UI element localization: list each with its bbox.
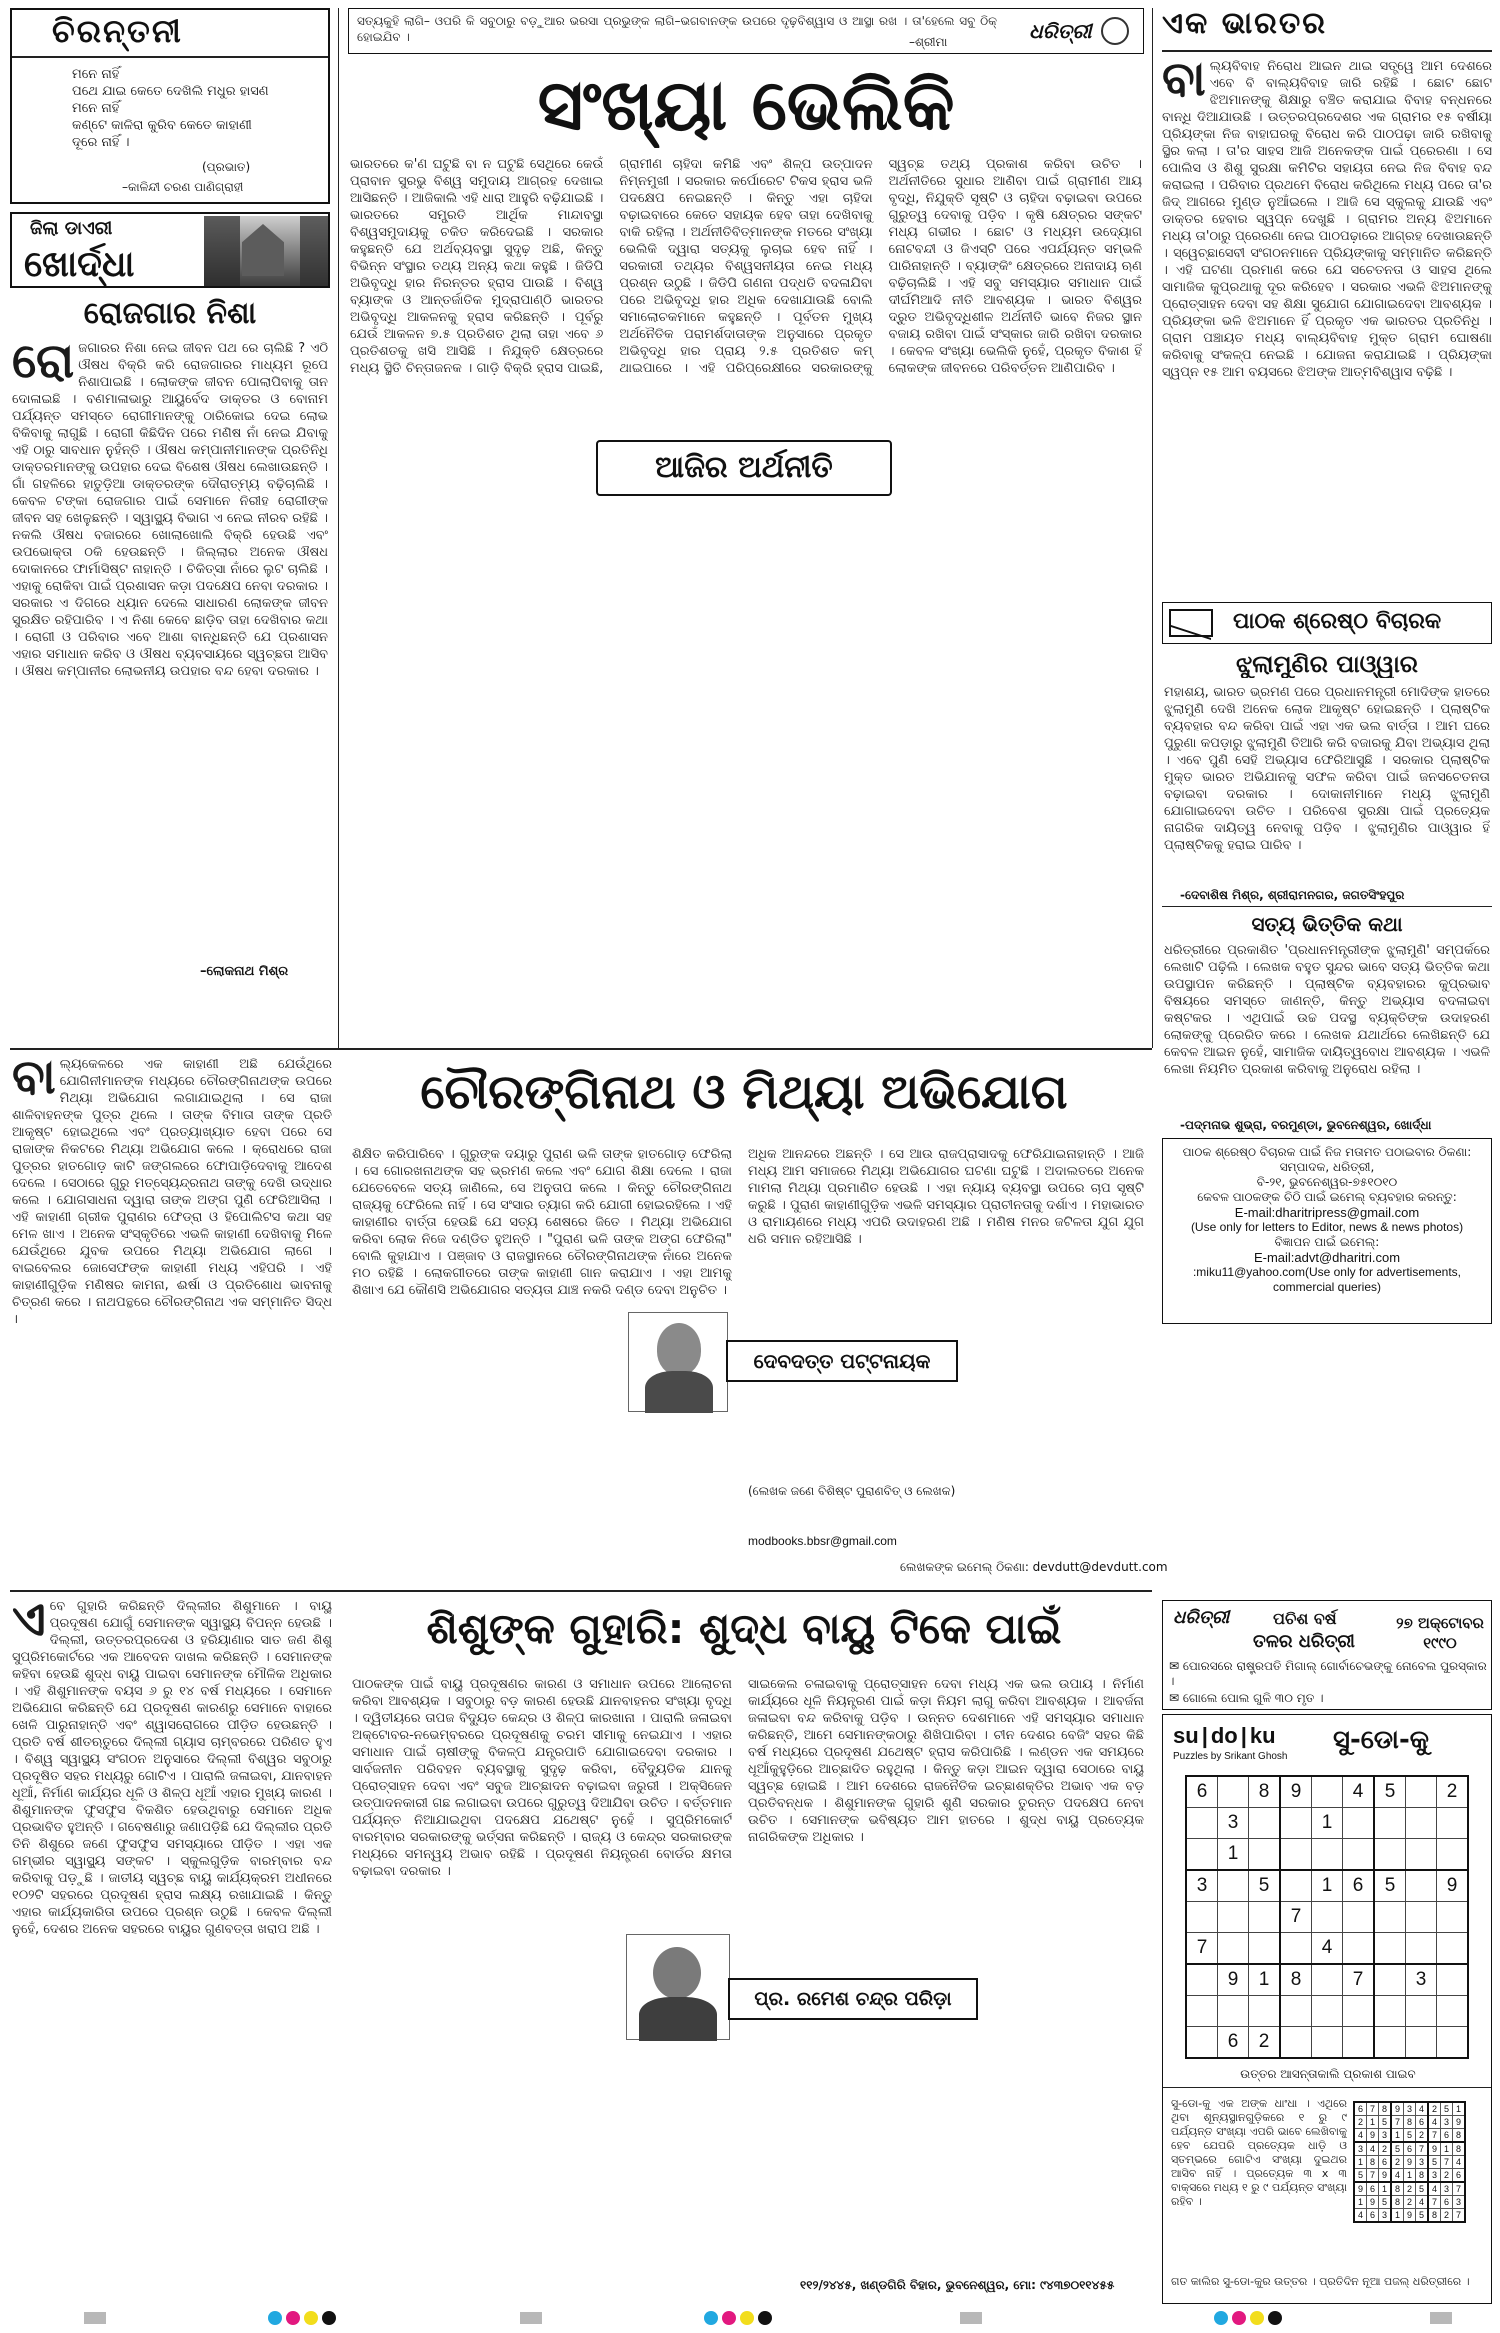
sudoku-cell[interactable] [1186,1964,1218,1996]
sudoku-cell[interactable]: 6 [1218,2027,1249,2059]
solution-cell: 9 [1404,2209,1416,2223]
district-author: –ଲୋକନାଥ ମିଶ୍ର [200,964,289,979]
solution-cell: 1 [1354,2156,1367,2169]
sudoku-cell[interactable] [1437,1839,1469,1871]
contact-box [1162,1138,1492,1324]
sudoku-footer: ଗତ କାଲିର ସୁ-ଡୋ-କୁର ଉତ୍ତର । ପ୍ରତିଦିନ ନୂଆ ପଜଲ୍ ଧରିତ୍ରୀରେ । [1171,2275,1470,2288]
solution-cell: 1 [1367,2116,1379,2129]
letter2-author: -ପଦ୍ମନାଭ ଶୁଭ୍ରା, ବରମୁଣ୍ଡା, ଭୁବନେଶ୍ୱର, ଖୋର୍ଦ୍ଧା [1180,1118,1432,1132]
sudoku-cell[interactable] [1186,2027,1218,2059]
solution-cell: 7 [1453,2182,1466,2196]
sudoku-cell[interactable] [1406,1996,1437,2027]
solution-cell: 2 [1379,2142,1392,2156]
poem-line: ମନେ ନାହିଁ [72,101,120,116]
solution-cell: 5 [1354,2169,1367,2183]
solution-cell: 8 [1404,2116,1416,2129]
solution-cell: 1 [1453,2102,1466,2116]
sudoku-cell[interactable] [1249,1839,1281,1871]
sudoku-cell[interactable]: 6 [1343,1870,1375,1902]
cyan-register-mark [704,2311,718,2325]
sudoku-logo: su | do | ku [1173,1723,1276,1748]
twentyfive-box [1162,1600,1492,1710]
sudoku-cell[interactable] [1374,1839,1406,1871]
solution-cell: 7 [1367,2102,1379,2116]
cyan-register-mark [1214,2311,1228,2325]
solution-cell: 8 [1416,2169,1429,2183]
poem-source: (ପ୍ରଭାତ) [202,160,251,174]
solution-cell: 1 [1391,2209,1404,2223]
sudoku-cell[interactable]: 3 [1406,1964,1437,1996]
solution-cell: 3 [1379,2209,1392,2223]
contact-adv-email2[interactable]: :miku11@yahoo.com(Use only for advertisements, commercial queries) [1192,1265,1462,1294]
sudoku-cell[interactable] [1218,1902,1249,1933]
sun-emblem-icon [1101,17,1129,45]
twentyfive-label1: ପଚିଶ ବର୍ଷ [1273,1609,1337,1628]
solution-cell: 5 [1416,2182,1429,2196]
print-bar [84,2312,106,2324]
yellow-register-mark [1250,2311,1264,2325]
gorakhnath-author-tag [726,1340,958,1382]
sudoku-cell[interactable] [1280,1933,1312,1965]
gorakhnath-author-photo [628,1312,728,1412]
sudoku-cell[interactable] [1437,1996,1469,2027]
solution-cell: 4 [1354,2209,1367,2223]
sudoku-cell[interactable] [1280,1839,1312,1871]
solution-cell: 8 [1379,2102,1392,2116]
solution-cell: 1 [1404,2169,1416,2183]
sudoku-cell[interactable] [1218,1996,1249,2027]
solution-cell: 6 [1367,2182,1379,2196]
clean-air-author-photo [626,1934,730,2040]
sudoku-cell[interactable] [1343,1996,1375,2027]
sudoku-cell[interactable] [1437,1902,1469,1933]
contact-email[interactable]: E-mail:dharitripress@gmail.com [1234,1205,1420,1220]
solution-cell: 4 [1416,2196,1429,2209]
sudoku-cell[interactable]: 1 [1249,1964,1281,1996]
contact-adv-label: ବିଜ୍ଞାପନ ପାଇଁ ଇମେଲ୍: [1274,1235,1380,1249]
sudoku-cell[interactable]: 7 [1186,1933,1218,1965]
solution-cell: 5 [1379,2116,1392,2129]
sudoku-cell[interactable] [1437,1808,1469,1839]
sudoku-cell[interactable] [1312,1996,1343,2027]
sudoku-cell[interactable]: 4 [1343,1776,1375,1808]
clean-air-mid: ପାଠକଙ୍କ ପାଇଁ ବାୟୁ ପ୍ରଦୂଷଣର କାରଣ ଓ ସମାଧାନ ଉପରେ ଆଲୋଚନା କରିବା ଆବଶ୍ୟକ । ସବୁଠାରୁ ବଡ଼ କାରଣ ହେଉଛି ଯାନବାହନର ସଂଖ୍ୟା ବୃଦ୍ଧି । ଦ୍ୱିତୀୟରେ ତାପଜ ବିଦ୍ୟୁତ କେନ୍ଦ୍ର ଓ ଶିଳ୍ପ କାରଖାନା । ପାରାଲି ଜଳାଇବା ଅକ୍ଟୋବର-ନଭେମ୍ବରରେ ପ୍ରଦୂଷଣକୁ ଚରମ ସୀମାକୁ ନେଇଯାଏ । ଏହାର ସମାଧାନ ପାଇଁ ଚାଷୀଙ୍କୁ ବିକଳ୍ପ ଯନ୍ତ୍ରପାତି ଯୋଗାଇଦେବା ଦରକାର । ସାର୍ବଜନୀନ ପରିବହନ ବ୍ୟବସ୍ଥାକୁ ସୁଦୃଢ଼ କରିବା, ବୈଦ୍ୟୁତିକ ଯାନକୁ ପ୍ରୋତ୍ସାହନ ଦେବା ଏବଂ ସବୁଜ ଆଚ୍ଛାଦନ ବଢ଼ାଇବା ଜରୁରୀ । ଅକ୍ସିଜେନ ଉତ୍ପାଦନକାରୀ ଗଛ ଲଗାଇବା ଉପରେ ଗୁରୁତ୍ୱ ଦିଆଯିବା ଉଚିତ । ବର୍ତ୍ତମାନ ପର୍ଯ୍ୟନ୍ତ ନିଆଯାଇଥିବା ପଦକ୍ଷେପ ଯଥେଷ୍ଟ ନୁହେଁ । ସୁପ୍ରିମକୋର୍ଟ ବାରମ୍ବାର ସରକାରଙ୍କୁ ଭର୍ତ୍ସନା କରିଛନ୍ତି । ରାଜ୍ୟ ଓ କେନ୍ଦ୍ର ସରକାରଙ୍କ ମଧ୍ୟରେ ସମନ୍ୱୟ ଅଭାବ ରହିଛି । ପ୍ରଦୂଷଣ ନିୟନ୍ତ୍ରଣ ବୋର୍ଡର କ୍ଷମତା ବଢ଼ାଇବା ଦରକାର । [352,1677,732,1879]
sudoku-cell[interactable] [1437,1933,1469,1965]
solution-cell: 5 [1391,2142,1404,2156]
column-tag [596,440,892,496]
banner-attribution: –ଶ୍ରୀମା [909,35,948,49]
sudoku-cell[interactable]: 9 [1280,1776,1312,1808]
envelope-icon [1169,609,1213,637]
sudoku-cell[interactable] [1343,1933,1375,1965]
solution-cell: 2 [1416,2129,1429,2143]
ekalavya-dropcap: ବା [1162,58,1206,107]
solution-cell: 9 [1453,2116,1466,2129]
solution-cell: 7 [1453,2209,1466,2223]
solution-cell: 4 [1367,2142,1379,2156]
solution-cell: 6 [1441,2196,1453,2209]
sudoku-cell[interactable]: 5 [1374,1870,1406,1902]
solution-cell: 3 [1453,2196,1466,2209]
sudoku-cell[interactable]: 1 [1312,1870,1343,1902]
gorakhnath-mid: ଶିକ୍ଷିତ କରିପାରିବେ । ଗୁରୁଙ୍କ ଦୟାରୁ ପୁରାଣ ଭଳି ତାଙ୍କ ହାତଗୋଡ଼ ଫେରିଲା । ସେ ଗୋରଖନାଥଙ୍କ ସହ ଭ୍ରମଣ କଲେ ଏବଂ ଯୋଗ ଶିକ୍ଷା ଦେଲେ । ରାଜା ଯେତେବେଳେ ସତ୍ୟ ଜାଣିଲେ, ସେ ଅନୁତାପ କଲେ । କିନ୍ତୁ ଚୌରଙ୍ଗିନାଥ ରାଜ୍ୟକୁ ଫେରିଲେ ନାହିଁ । ସେ ସଂସାର ତ୍ୟାଗ କରି ଯୋଗୀ ହୋଇରହିଲେ । ଏହି କାହାଣୀର ବାର୍ତ୍ତା ହେଉଛି ଯେ ସତ୍ୟ ଶେଷରେ ଜିତେ । ମିଥ୍ୟା ଅଭିଯୋଗ କରିବା ଲୋକ ନିଜେ ଦଣ୍ଡିତ ହୁଅନ୍ତି । "ପୁରାଣ ଭଳି ତାଙ୍କ ଅଙ୍ଗ ଫେରିଲା" ବୋଲି କୁହାଯାଏ । ପଞ୍ଜାବ ଓ ରାଜସ୍ଥାନରେ ଚୌରଙ୍ଗିନାଥଙ୍କ ନାଁରେ ଅନେକ ମଠ ରହିଛି । ଲୋକଗୀତରେ ତାଙ୍କ କାହାଣୀ ଗାନ କରାଯାଏ । ଏହା ଆମକୁ ଶିଖାଏ ଯେ କୌଣସି ଅଭିଯୋଗର ସତ୍ୟତା ଯାଞ୍ଚ ନକରି ଦଣ୍ଡ ଦେବା ଅନୁଚିତ । [352,1147,732,1298]
letter2-title: ସତ୍ୟ ଭିତ୍ତିକ କଥା [1251,912,1403,936]
solution-cell: 8 [1391,2182,1404,2196]
solution-cell: 6 [1416,2116,1429,2129]
solution-cell: 1 [1391,2129,1404,2143]
letter2-body: ଧରିତ୍ରୀରେ ପ୍ରକାଶିତ 'ପ୍ରଧାନମନ୍ତ୍ରୀଙ୍କ ଝୁଲାମୁଣି' ସମ୍ପର୍କରେ ଲେଖାଟି ପଢ଼ିଲି । ଲେଖକ ବହୁତ ସୁନ୍ଦର ଭାବେ ସତ୍ୟ ଭିତ୍ତିକ କଥା ଉପସ୍ଥାପନ କରିଛନ୍ତି । ପ୍ଲାଷ୍ଟିକ ବ୍ୟବହାରର କୁପ୍ରଭାବ ବିଷୟରେ ସମସ୍ତେ ଜାଣନ୍ତି, କିନ୍ତୁ ଅଭ୍ୟାସ ବଦଳାଇବା କଷ୍ଟକର । ଏଥିପାଇଁ ଉଚ୍ଚ ପଦସ୍ଥ ବ୍ୟକ୍ତିଙ୍କ ଉଦାହରଣ ଲୋକଙ୍କୁ ପ୍ରେରିତ କରେ । ଲେଖକ ଯଥାର୍ଥରେ ଲେଖିଛନ୍ତି ଯେ କେବଳ ଆଇନ ନୁହେଁ, ସାମାଜିକ ଦାୟିତ୍ୱବୋଧ ଆବଶ୍ୟକ । ଏଭଳି ଲେଖା ନିୟମିତ ପ୍ରକାଶ କରିବାକୁ ଅନୁରୋଧ ରହିଲା । [1164,943,1490,1077]
sudoku-cell[interactable] [1186,1808,1218,1839]
bullet-icon: ✉ [1169,1659,1180,1673]
district-body: ରୋଜଗାରର ନିଶା ନେଇ ଜୀବନ ପଥ ରେ ଚାଲିଛି ? ଏଠି ଔଷଧ ବିକ୍ରି କରି ରୋଜଗାରର ମାଧ୍ୟମ ରୂପେ ନିଶାପାଇଛି । ଲୋକଙ୍କ ଜୀବନ ପୋଲାପିବାକୁ ତାନ ଦୋଳାଇଛି । ବଣମାଳାଭାରୁ ଆୟୁର୍ବେଦ ଡାକ୍ତର ଓ ବୋନାମ ପର୍ଯ୍ୟନ୍ତ ସମସ୍ତେ ରୋଗୀମାନଙ୍କୁ ଠାରିକୋଇ ଦେଇ ଲୋଭ ବିକିବାକୁ ଲାଗୁଛି । ରୋଗୀ କିଛିଦିନ ପରେ ମଣିଷ ନାଁ ନେଇ ଯିବାକୁ ଏହି ଠାରୁ ସାବଧାନ ନୁହଁନ୍ତି । ଔଷଧ କମ୍ପାନୀମାନଙ୍କ ପ୍ରତିନିଧି ଡାକ୍ତରମାନଙ୍କୁ ଉପହାର ଦେଇ ବିଶେଷ ଔଷଧ ଲେଖାଉଛନ୍ତି । ଗାଁ ଗହଳିରେ ହାତୁଡ଼ିଆ ଡାକ୍ତରଙ୍କ ଦୌରାତ୍ମ୍ୟ ବଢ଼ିଚାଲିଛି । କେବଳ ଟଙ୍କା ରୋଜଗାର ପାଇଁ ସେମାନେ ନିରୀହ ରୋଗୀଙ୍କ ଜୀବନ ସହ ଖେଳୁଛନ୍ତି । ସ୍ୱାସ୍ଥ୍ୟ ବିଭାଗ ଏ ନେଇ ନୀରବ ରହିଛି । ନକଲି ଔଷଧ ବଜାରରେ ଖୋଲାଖୋଲି ବିକ୍ରି ହେଉଛି ଏବଂ ଉପଭୋକ୍ତା ଠକି ହେଉଛନ୍ତି । ଜିଲ୍ଲାର ଅନେକ ଔଷଧ ଦୋକାନରେ ଫାର୍ମାସିଷ୍ଟ ନାହାନ୍ତି । ଚିକିତ୍ସା ନାଁରେ ଲୁଟ ଚାଲିଛି । ଏହାକୁ ରୋକିବା ପାଇଁ ପ୍ରଶାସନ କଡ଼ା ପଦକ୍ଷେପ ନେବା ଦରକାର । ସରକାର ଏ ଦିଗରେ ଧ୍ୟାନ ଦେଲେ ସାଧାରଣ ଲୋକଙ୍କ ଜୀବନ ସୁରକ୍ଷିତ ରହିପାରିବ । ଏ ନିଶା କେବେ ଛାଡ଼ିବ ତାହା ଦେଖିବାର କଥା । ରୋଗୀ ଓ ପରିବାର ଏବେ ଆଶା ବାନ୍ଧିଛନ୍ତି ଯେ ପ୍ରଶାସନ ଏହାର ସମାଧାନ କରିବ ଓ ଔଷଧ ବ୍ୟବସାୟରେ ସ୍ୱଚ୍ଛତା ଆସିବ । ଔଷଧ କମ୍ପାନୀର ଲୋଭନୀୟ ଉପହାର ବନ୍ଦ ହେବା ଦରକାର । [12,340,328,679]
banner-brand: ଧରିତ୍ରୀ [1029,19,1092,43]
solution-cell: 7 [1441,2156,1453,2169]
sudoku-cell[interactable] [1406,1902,1437,1933]
sudoku-cell[interactable]: 8 [1280,1964,1312,1996]
sudoku-cell[interactable] [1343,1808,1375,1839]
readers-header [1162,602,1492,644]
clean-air-author: ପ୍ର. ରମେଶ ଚନ୍ଦ୍ର ପରିଡ଼ା [754,1988,952,2010]
solution-cell: 3 [1441,2182,1453,2196]
sudoku-cell[interactable] [1249,1902,1281,1933]
cyan-register-mark [268,2311,282,2325]
sudoku-cell[interactable]: 3 [1218,1808,1249,1839]
solution-cell: 2 [1441,2209,1453,2223]
solution-cell: 8 [1453,2142,1466,2156]
solution-cell: 5 [1416,2209,1429,2223]
solution-cell: 1 [1354,2196,1367,2209]
solution-cell: 7 [1416,2142,1429,2156]
solution-cell: 4 [1391,2169,1404,2183]
print-bar [1430,2312,1452,2324]
solution-cell: 5 [1428,2156,1441,2169]
contact-address: ବି-୨୧, ଭୁବନେଶ୍ୱର-୭୫୧୦୧୦ [1256,1175,1398,1189]
chirantani-title: ଚିରନ୍ତନୀ [52,12,183,50]
clean-air-dropcap: ଏ [12,1598,46,1647]
sudoku-cell[interactable] [1374,1996,1406,2027]
twentyfive-item2: ✉ ଗୋଲେ ପୋଲ ଗୁଳି ୩୦ ମୃତ । [1169,1691,1324,1705]
sudoku-cell[interactable] [1437,1964,1469,1996]
sudoku-cell[interactable] [1374,1808,1406,1839]
black-register-mark [1268,2311,1282,2325]
sudoku-rules: ସୁ-ଡୋ-କୁ ଏକ ଅଙ୍କ ଧାଂଧା । ଏଥିରେ ଥିବା ଶୂନ୍ୟସ୍ଥାନଗୁଡ଼ିକରେ ୧ ରୁ ୯ ପର୍ଯ୍ୟନ୍ତ ସଂଖ୍ୟା ଏପରି ଭାବେ ଲେଖିବାକୁ ହେବ ଯେପରି ପ୍ରତ୍ୟେକ ଧାଡ଼ି ଓ ସ୍ତମ୍ଭରେ ଗୋଟିଏ ସଂଖ୍ୟା ଦୁଇଥର ଆସିବ ନାହିଁ । ପ୍ରତ୍ୟେକ ୩ x ୩ ବାକ୍ସରେ ମଧ୍ୟ ୧ ରୁ ୯ ପର୍ଯ୍ୟନ୍ତ ସଂଖ୍ୟା ରହିବ । [1171,2097,1347,2208]
column-tag-text: ଆଜିର ଅର୍ଥନୀତି [655,450,833,485]
solution-cell: 9 [1354,2182,1367,2196]
magenta-register-mark [286,2311,300,2325]
solution-cell: 6 [1379,2156,1392,2169]
sudoku-cell[interactable] [1186,1902,1218,1933]
ekalavya-body: ବାଲ୍ୟବିବାହ ନିରୋଧ ଆଇନ ଥାଇ ସତ୍ତ୍ୱେ ଆମ ଦେଶରେ ଏବେ ବି ବାଲ୍ୟବିବାହ ଜାରି ରହିଛି । ଛୋଟ ଛୋଟ ଝିଅମାନଙ୍କୁ ଶିକ୍ଷାରୁ ବଞ୍ଚିତ କରାଯାଇ ବିବାହ ବନ୍ଧନରେ ବାନ୍ଧି ଦିଆଯାଉଛି । ଉତ୍ତରପ୍ରଦେଶର ଏକ ଗ୍ରାମର ୧୫ ବର୍ଷୀୟା ପ୍ରିୟଙ୍କା ନିଜ ବାହାଘରକୁ ବିରୋଧ କରି ପାଠପଢ଼ା ଜାରି ରଖିବାକୁ ସ୍ଥିର କଲା । ତା'ର ସାହସ ଆଜି ଅନେକଙ୍କ ପାଇଁ ପ୍ରେରଣା । ସେ ପୋଲିସ ଓ ଶିଶୁ ସୁରକ୍ଷା କମିଟିର ସହାୟତା ନେଇ ନିଜ ବିବାହ ବନ୍ଦ କରାଇଲା । ପରିବାର ପ୍ରଥମେ ବିରୋଧ କରିଥିଲେ ମଧ୍ୟ ପରେ ତା'ର ଜିଦ୍ ଆଗରେ ମୁଣ୍ଡ ନୁଆଁଇଲେ । ଆଜି ସେ ସ୍କୁଲକୁ ଯାଉଛି ଏବଂ ଡାକ୍ତର ହେବାର ସ୍ୱପ୍ନ ଦେଖୁଛି । ଗ୍ରାମର ଅନ୍ୟ ଝିଅମାନେ ମଧ୍ୟ ତା'ଠାରୁ ପ୍ରେରଣା ନେଇ ପାଠପଢ଼ାରେ ଆଗ୍ରହ ଦେଖାଉଛନ୍ତି । ସ୍ୱେଚ୍ଛାସେବୀ ସଂଗଠନମାନେ ପ୍ରିୟଙ୍କାକୁ ସମ୍ମାନିତ କରିଛନ୍ତି । ଏହି ଘଟଣା ପ୍ରମାଣ କରେ ଯେ ସଚେତନତା ଓ ସାହସ ଥିଲେ ସାମାଜିକ କୁପ୍ରଥାକୁ ଦୂର କରିହେବ । ସରକାର ଏଭଳି ଝିଅମାନଙ୍କୁ ପ୍ରୋତ୍ସାହନ ଦେବା ସହ ଶିକ୍ଷା ସୁଯୋଗ ଯୋଗାଇଦେବା ଆବଶ୍ୟକ । ପ୍ରିୟଙ୍କା ଭଳି ଝିଅମାନେ ହିଁ ପ୍ରକୃତ ଏକ ଭାରତର ପ୍ରତିନିଧି । ଗ୍ରାମ ପଞ୍ଚାୟତ ମଧ୍ୟ ବାଲ୍ୟବିବାହ ମୁକ୍ତ ଗ୍ରାମ ଘୋଷଣା କରିବାକୁ ସଂକଳ୍ପ ନେଇଛି । ଯୋଜନା କରାଯାଇଛି । ପ୍ରିୟଙ୍କା ସ୍ୱପ୍ନ ୧୫ ଆମ ବୟସରେ ଝିଅଙ୍କ ଆତ୍ମବିଶ୍ୱାସ ବଢ଼ିଛି । [1162,58,1492,380]
yellow-register-mark [740,2311,754,2325]
sudoku-cell[interactable] [1186,1996,1218,2027]
twentyfive-brand: ଧରିତ୍ରୀ [1173,1607,1230,1628]
solution-cell: 2 [1404,2196,1416,2209]
sudoku-cell[interactable] [1406,1839,1437,1871]
solution-cell: 4 [1428,2116,1441,2129]
banner-quote: ସତ୍ୟକୁହି ଲାଗି– ଓପରି କି ସବୁଠାରୁ ବଡ଼ୁଆର ଭରସା ପ୍ରଭୁଙ୍କ ଲାଗି–ଭଗବାନଙ୍କ ଉପରେ ଦୃଢ଼ବିଶ୍ୱାସ ଓ ଆସ୍ଥା ରଖ । ତା'ହେଲେ ସବୁ ଠିକ୍ ହୋଇଯିବ । [357,14,997,44]
solution-cell: 1 [1441,2142,1453,2156]
sudoku-cell[interactable] [1218,1776,1249,1808]
sudoku-cell[interactable] [1374,1964,1406,1996]
sudoku-grid[interactable] [1185,1775,1469,2059]
solution-cell: 3 [1379,2129,1392,2143]
sudoku-cell[interactable]: 3 [1186,1870,1218,1902]
sudoku-cell[interactable] [1280,1808,1312,1839]
poem-line: ପଥେ ଯାଇ କେତେ ଦେଖିଲି ମଧୁର ହାସଣ [72,84,269,99]
yellow-register-mark [304,2311,318,2325]
sudoku-cell[interactable] [1280,1870,1312,1902]
sudoku-cell[interactable] [1406,1933,1437,1965]
sudoku-cell[interactable]: 2 [1437,1776,1469,1808]
sudoku-solution-grid [1353,2101,1466,2223]
readers-title: ପାଠକ ଶ୍ରେଷ୍ଠ ବିଚାରକ [1233,609,1442,634]
contact-email-note: (Use only for letters to Editor, news & news photos) [1190,1220,1464,1234]
sudoku-cell[interactable]: 7 [1343,1964,1375,1996]
sudoku-cell[interactable] [1343,1839,1375,1871]
print-bar [960,2312,982,2324]
sudoku-cell[interactable] [1249,1933,1281,1965]
sudoku-cell[interactable]: 9 [1218,1964,1249,1996]
sudoku-cell[interactable]: 5 [1249,1870,1281,1902]
solution-cell: 7 [1428,2129,1441,2143]
sudoku-cell[interactable] [1312,1964,1343,1996]
twentyfive-label2: ତଳର ଧରିତ୍ରୀ [1253,1631,1355,1652]
clean-air-right: ସାଇକେଲ ଚଳାଇବାକୁ ପ୍ରୋତ୍ସାହନ ଦେବା ମଧ୍ୟ ଏକ ଭଲ ଉପାୟ । ନିର୍ମାଣ କାର୍ଯ୍ୟରେ ଧୂଳି ନିୟନ୍ତ୍ରଣ ପାଇଁ କଡ଼ା ନିୟମ ଲାଗୁ କରିବା ଆବଶ୍ୟକ । ଆବର୍ଜନା ଜଳାଇବା ବନ୍ଦ କରିବାକୁ ପଡ଼ିବ । ଉନ୍ନତ ଦେଶମାନେ ଏହି ସମସ୍ୟାର ସମାଧାନ କରିଛନ୍ତି, ଆମେ ସେମାନଙ୍କଠାରୁ ଶିଖିପାରିବା । ଚୀନ ଦେଶର ବେଜିଂ ସହର କିଛି ବର୍ଷ ମଧ୍ୟରେ ପ୍ରଦୂଷଣ ଯଥେଷ୍ଟ ହ୍ରାସ କରିପାରିଛି । ଲଣ୍ଡନ ଏକ ସମୟରେ ଧୂଆଁକୁହୁଡ଼ିରେ ଆଚ୍ଛାଦିତ ରହୁଥିଲା । କିନ୍ତୁ କଡ଼ା ଆଇନ ଦ୍ୱାରା ସେଠାରେ ବାୟୁ ସ୍ୱଚ୍ଛ ହୋଇଛି । ଆମ ଦେଶରେ ରାଜନୈତିକ ଇଚ୍ଛାଶକ୍ତିର ଅଭାବ ଏକ ବଡ଼ ପ୍ରତିବନ୍ଧକ । ଶିଶୁମାନଙ୍କ ଗୁହାରି ଶୁଣି ସରକାର ତୁରନ୍ତ ପଦକ୍ଷେପ ନେବା ଉଚିତ । ସେମାନଙ୍କ ଭବିଷ୍ୟତ ଆମ ହାତରେ । ଶୁଦ୍ଧ ବାୟୁ ପ୍ରତ୍ୟେକ ନାଗରିକଙ୍କ ଅଧିକାର । [748,1677,1144,1845]
clean-air-author-tag [728,1978,978,2020]
solution-cell: 2 [1428,2102,1441,2116]
solution-cell: 2 [1354,2116,1367,2129]
district-name: ଖୋର୍ଦ୍ଧା [24,244,135,285]
solution-cell: 7 [1391,2116,1404,2129]
ekalavya-title: ଏକ ଭାରତର [1162,6,1328,41]
gorakhnath-footnote: (ଲେଖକ ଜଣେ ବିଶିଷ୍ଟ ପୁରାଣବିତ୍ ଓ ଲେଖକ) [748,1484,956,1498]
sudoku-cell[interactable] [1218,1870,1249,1902]
gorakhnath-left: ବାଲ୍ୟକେଳରେ ଏକ କାହାଣୀ ଅଛି ଯେଉଁଥିରେ ଯୋଗିନୀମାନଙ୍କ ମଧ୍ୟରେ ଚୌରଙ୍ଗିନାଥଙ୍କ ଉପରେ ମିଥ୍ୟା ଅଭିଯୋଗ ଲଗାଯାଇଥିଲା । ସେ ରାଜା ଶାଳିବାହନଙ୍କ ପୁତ୍ର ଥିଲେ । ତାଙ୍କ ବିମାତା ତାଙ୍କ ପ୍ରତି ଆକୃଷ୍ଟ ହୋଇଥିଲେ ଏବଂ ପ୍ରତ୍ୟାଖ୍ୟାତ ହେବା ପରେ ସେ ରାଜାଙ୍କ ନିକଟରେ ମିଥ୍ୟା ଅଭିଯୋଗ କଲେ । କ୍ରୋଧରେ ରାଜା ପୁତ୍ରର ହାତଗୋଡ଼ କାଟି ଜଙ୍ଗଲରେ ଫୋପାଡ଼ିଦେବାକୁ ଆଦେଶ ଦେଲେ । ସେଠାରେ ଗୁରୁ ମତ୍ସ୍ୟେନ୍ଦ୍ରନାଥ ତାଙ୍କୁ ଦେଖି ଉଦ୍ଧାର କଲେ । ଯୋଗସାଧନା ଦ୍ୱାରା ତାଙ୍କ ଅଙ୍ଗ ପୁଣି ଫେରିଆସିଲା । ଏହି କାହାଣୀ ଗ୍ରୀକ ପୁରାଣର ଫେଡ୍ରା ଓ ହିପୋଲିଟସ କଥା ସହ ମେଳ ଖାଏ । ଅନେକ ସଂସ୍କୃତିରେ ଏଭଳି କାହାଣୀ ଦେଖିବାକୁ ମିଳେ ଯେଉଁଥିରେ ଯୁବକ ଉପରେ ମିଥ୍ୟା ଅଭିଯୋଗ ଲାଗେ । ବାଇବେଲର ଜୋସେଫଙ୍କ କାହାଣୀ ମଧ୍ୟ ଏହିପରି । ଏହି କାହାଣୀଗୁଡ଼ିକ ମଣିଷର କାମନା, ଈର୍ଷା ଓ ପ୍ରତିଶୋଧ ଭାବନାକୁ ଚିତ୍ରଣ କରେ । ନାଥପନ୍ଥରେ ଚୌରଙ୍ଗିନାଥ ଏକ ସମ୍ମାନିତ ସିଦ୍ଧ । [12,1056,332,1327]
contact-adv-email[interactable]: E-mail:advt@dharitri.com [1253,1250,1401,1265]
solution-cell: 4 [1354,2129,1367,2143]
poem-line: କଣ୍ଟେ କାଳିରା କୁରିବ କେତେ କାହାଣୀ [72,118,252,133]
sudoku-cell[interactable] [1374,1933,1406,1965]
solution-cell: 9 [1404,2156,1416,2169]
contact-email-label: କେବଳ ପାଠକଙ୍କ ଚିଠି ପାଇଁ ଇମେଲ୍ ବ୍ୟବହାର କରନ୍ତୁ: [1197,1190,1457,1204]
solution-cell: 8 [1391,2196,1404,2209]
sudoku-cell[interactable] [1343,2027,1375,2059]
solution-cell: 6 [1441,2129,1453,2143]
sudoku-cell[interactable] [1406,2027,1437,2059]
sudoku-cell[interactable] [1280,1996,1312,2027]
sudoku-cell[interactable] [1343,1902,1375,1933]
solution-cell: 9 [1428,2142,1441,2156]
contact-to: ସମ୍ପାଦକ, ଧରିତ୍ରୀ, [1279,1160,1375,1174]
solution-cell: 1 [1379,2182,1392,2196]
temple-photo [204,216,328,286]
sudoku-cell[interactable]: 6 [1186,1776,1218,1808]
gorakhnath-dropcap: ବା [12,1056,56,1105]
solution-cell: 3 [1354,2142,1367,2156]
print-bar [520,2312,542,2324]
sudoku-cell[interactable]: 1 [1312,1808,1343,1839]
magenta-register-mark [722,2311,736,2325]
letter1-body: ମହାଶୟ, ଭାରତ ଭ୍ରମଣ ପରେ ପ୍ରଧାନମନ୍ତ୍ରୀ ମୋଦିଙ୍କ ହାତରେ ଝୁଲାମୁଣି ଦେଖି ଅନେକ ଲୋକ ଆକୃଷ୍ଟ ହୋଇଛନ୍ତି । ପ୍ଲାଷ୍ଟିକ ବ୍ୟବହାର ବନ୍ଦ କରିବା ପାଇଁ ଏହା ଏକ ଭଲ ବାର୍ତ୍ତା । ଆମ ଘରେ ପୁରୁଣା କପଡ଼ାରୁ ଝୁଲାମୁଣି ତିଆରି କରି ବଜାରକୁ ଯିବା ଅଭ୍ୟାସ ଥିଲା । ଏବେ ପୁଣି ସେହି ଅଭ୍ୟାସ ଫେରିଆସୁଛି । ସରକାର ପ୍ଲାଷ୍ଟିକ ମୁକ୍ତ ଭାରତ ଅଭିଯାନକୁ ସଫଳ କରିବା ପାଇଁ ଜନସଚେତନତା ବଢ଼ାଇବା ଦରକାର । ଦୋକାନୀମାନେ ମଧ୍ୟ ଝୁଲାମୁଣି ଯୋଗାଇଦେବା ଉଚିତ । ପରିବେଶ ସୁରକ୍ଷା ପାଇଁ ପ୍ରତ୍ୟେକ ନାଗରିକ ଦାୟିତ୍ୱ ନେବାକୁ ପଡ଼ିବ । ଝୁଲାମୁଣିର ପାଓ୍ୱାର ହିଁ ପ୍ଲାଷ୍ଟିକକୁ ହରାଇ ପାରିବ । [1164,685,1490,853]
gorakhnath-author: ଦେବଦତ୍ତ ପଟ୍ଟନାୟକ [753,1349,931,1373]
sudoku-cell[interactable]: 4 [1312,1933,1343,1965]
sudoku-cell[interactable] [1249,1808,1281,1839]
bullet-icon: ✉ [1169,1691,1180,1705]
lead-body: ଭାରତରେ କ'ଣ ଘଟୁଛି ବା ନ ଘଟୁଛି ସେଥିରେ କେଉଁ ପ୍ରାବାନ ସୁରଭୁ ବିଶ୍ୱ ସମୁଦାୟ ଆଗ୍ରହ ଦେଖାଇ ଆସିଛନ୍ତି । ଆଜିକାଲି ଏହି ଧାରା ଆହୁରି ବଢ଼ିଯାଇଛି । ଭାରତରେ ସମ୍ପ୍ରତି ଆର୍ଥିକ ମାନ୍ଦାବସ୍ଥା ବିଶ୍ୱସମୁଦାୟକୁ ଚକିତ କରିଦେଇଛି । ସରକାର କହୁଛନ୍ତି ଯେ ଅର୍ଥବ୍ୟବସ୍ଥା ସୁଦୃଢ଼ ଅଛି, କିନ୍ତୁ ବିଭିନ୍ନ ସଂସ୍ଥାର ତଥ୍ୟ ଅନ୍ୟ କଥା କହୁଛି । ଜିଡିପି ଅଭିବୃଦ୍ଧି ହାର ନିରନ୍ତର ହ୍ରାସ ପାଉଛି । ବିଶ୍ୱ ବ୍ୟାଙ୍କ ଓ ଆନ୍ତର୍ଜାତିକ ମୁଦ୍ରାପାଣ୍ଠି ଭାରତର ଅଭିବୃଦ୍ଧି ଆକଳନକୁ ହ୍ରାସ କରିଛନ୍ତି । ପୂର୍ବରୁ ଯେଉଁ ଆକଳନ ୭.୫ ପ୍ରତିଶତ ଥିଲା ତାହା ଏବେ ୬ ପ୍ରତିଶତକୁ ଖସି ଆସିଛି । ନିଯୁକ୍ତି କ୍ଷେତ୍ରରେ ମଧ୍ୟ ସ୍ଥିତି ଚିନ୍ତାଜନକ । ଗାଡ଼ି ବିକ୍ରି ହ୍ରାସ ପାଇଛି, ଗ୍ରାମୀଣ ଚାହିଦା କମିଛି ଏବଂ ଶିଳ୍ପ ଉତ୍ପାଦନ ନିମ୍ନମୁଖୀ । ସରକାର କର୍ପୋରେଟ ଟିକସ ହ୍ରାସ ଭଳି ପଦକ୍ଷେପ ନେଇଛନ୍ତି । କିନ୍ତୁ ଏହା ଚାହିଦା ବଢ଼ାଇବାରେ କେତେ ସହାୟକ ହେବ ତାହା ଦେଖିବାକୁ ବାକି ରହିଲା । ଅର୍ଥନୀତିବିତ୍‌ମାନଙ୍କ ମତରେ ସଂଖ୍ୟା ଭେଲିକି ଦ୍ୱାରା ସତ୍ୟକୁ ଲୁଚାଇ ହେବ ନାହିଁ । ସରକାରୀ ତଥ୍ୟର ବିଶ୍ୱସନୀୟତା ନେଇ ମଧ୍ୟ ପ୍ରଶ୍ନ ଉଠୁଛି । ଜିଡିପି ଗଣନା ପଦ୍ଧତି ବଦଳାଯିବା ପରେ ଅଭିବୃଦ୍ଧି ହାର ଅଧିକ ଦେଖାଯାଉଛି ବୋଲି ସମାଲୋଚକମାନେ କହୁଛନ୍ତି । ପୂର୍ବତନ ମୁଖ୍ୟ ଅର୍ଥନୈତିକ ପରାମର୍ଶଦାତାଙ୍କ ଅନୁସାରେ ପ୍ରକୃତ ଅଭିବୃଦ୍ଧି ହାର ପ୍ରାୟ ୨.୫ ପ୍ରତିଶତ କମ୍ ଥାଇପାରେ । ଏହି ପରିପ୍ରେକ୍ଷୀରେ ସରକାରଙ୍କୁ ସ୍ୱଚ୍ଛ ତଥ୍ୟ ପ୍ରକାଶ କରିବା ଉଚିତ । ଅର୍ଥନୀତିରେ ସୁଧାର ଆଣିବା ପାଇଁ ଗ୍ରାମୀଣ ଆୟ ବୃଦ୍ଧି, ନିଯୁକ୍ତି ସୃଷ୍ଟି ଓ ଚାହିଦା ବଢ଼ାଇବା ଉପରେ ଗୁରୁତ୍ୱ ଦେବାକୁ ପଡ଼ିବ । କୃଷି କ୍ଷେତ୍ରର ସଙ୍କଟ ମଧ୍ୟ ଗଭୀର । ଛୋଟ ଓ ମଧ୍ୟମ ଉଦ୍ୟୋଗ ନୋଟବନ୍ଦୀ ଓ ଜିଏସ୍‌ଟି ପରେ ଏପର୍ଯ୍ୟନ୍ତ ସମ୍ଭଳି ପାରିନାହାନ୍ତି । ବ୍ୟାଙ୍କିଂ କ୍ଷେତ୍ରରେ ଅନାଦାୟ ଋଣ ବଢ଼ିଚାଲିଛି । ଏହି ସବୁ ସମସ୍ୟାର ସମାଧାନ ପାଇଁ ଦୀର୍ଘମିଆଦି ନୀତି ଆବଶ୍ୟକ । ଭାରତ ବିଶ୍ୱର ଦ୍ରୁତ ଅଭିବୃଦ୍ଧିଶୀଳ ଅର୍ଥନୀତି ଭାବେ ନିଜର ସ୍ଥାନ ବଜାୟ ରଖିବା ପାଇଁ ସଂସ୍କାର ଜାରି ରଖିବା ଦରକାର । କେବଳ ସଂଖ୍ୟା ଭେଲିକି ନୁହେଁ, ପ୍ରକୃତ ବିକାଶ ହିଁ ଲୋକଙ୍କ ଜୀବନରେ ପରିବର୍ତ୍ତନ ଆଣିପାରିବ । [350,157,1142,376]
chirantani-poem [72,66,322,151]
solution-cell: 6 [1453,2169,1466,2183]
sudoku-cell[interactable] [1186,1839,1218,1871]
sudoku-cell[interactable]: 7 [1280,1902,1312,1933]
solution-cell: 8 [1428,2209,1441,2223]
magenta-register-mark [1232,2311,1246,2325]
quote-banner [348,8,1144,54]
sudoku-cell[interactable] [1374,1902,1406,1933]
solution-cell: 9 [1367,2196,1379,2209]
sudoku-cell[interactable]: 8 [1249,1776,1281,1808]
sudoku-answer-note: ଉତ୍ତର ଆସନ୍ତାକାଲି ପ୍ରକାଶ ପାଇବ [1240,2067,1416,2081]
solution-cell: 8 [1367,2156,1379,2169]
letter1-title: ଝୁଲାମୁଣିର ପାଓ୍ୱାର [1236,650,1418,678]
solution-cell: 3 [1428,2169,1441,2183]
poem-line: ଦୂରେ ନାହିଁ । [72,135,130,150]
solution-cell: 4 [1428,2182,1441,2196]
gorakhnath-email: ଲେଖକଙ୍କ ଇମେଲ୍ ଠିକଣା: devdutt@devdutt.com [900,1560,1168,1574]
solution-cell: 8 [1453,2129,1466,2143]
gorakhnath-web[interactable]: modbooks.bbsr@gmail.com [748,1534,897,1548]
solution-cell: 5 [1379,2196,1392,2209]
solution-cell: 2 [1404,2182,1416,2196]
sudoku-cell[interactable] [1312,1902,1343,1933]
sudoku-cell[interactable] [1312,1776,1343,1808]
district-diary-label: ଜିଲା ଡାଏରୀ [30,218,113,239]
solution-cell: 5 [1404,2129,1416,2143]
district-diary-header [10,212,330,288]
solution-cell: 2 [1391,2156,1404,2169]
sudoku-cell[interactable]: 5 [1374,1776,1406,1808]
sudoku-cell[interactable] [1406,1870,1437,1902]
twentyfive-date: ୨୭ ଅକ୍ଟୋବର ୧୯୯୦ [1396,1614,1484,1652]
solution-cell: 6 [1404,2142,1416,2156]
sudoku-cell[interactable] [1406,1776,1437,1808]
solution-cell: 7 [1428,2196,1441,2209]
solution-cell: 4 [1453,2156,1466,2169]
sudoku-cell[interactable]: 1 [1218,1839,1249,1871]
lead-headline: ସଂଖ୍ୟା ଭେଲିକି [537,64,955,146]
clean-air-address: ୧୧୨/୨୪୪୫, ଖଣ୍ଡଗିରି ବିହାର, ଭୁବନେଶ୍ୱର, ମୋ: ୯୪୩୭୦୧୧୪୫୫ [800,2278,1115,2292]
black-register-mark [322,2311,336,2325]
gorakhnath-headline: ଚୌରଙ୍ଗିନାଥ ଓ ମିଥ୍ୟା ଅଭିଯୋଗ [420,1064,1068,1120]
twentyfive-item1: ✉ ପୋରସରେ ରାଷ୍ଟ୍ରପତି ମିଗାଲ୍ ଗୋର୍ବାଚେଭଙ୍କୁ ନୋବେଲ ପୁରସ୍କାର । [1169,1659,1487,1688]
sudoku-cell[interactable] [1312,2027,1343,2059]
sudoku-box [1162,1714,1492,2304]
sudoku-odia-title: ସୁ-ଡୋ-କୁ [1333,1725,1429,1755]
contact-intro: ପାଠକ ଶ୍ରେଷ୍ଠ ବିଚାରକ ପାଇଁ ନିଜ ମତାମତ ପଠାଇବାର ଠିକଣା: [1182,1145,1472,1159]
solution-cell: 3 [1416,2156,1429,2169]
sudoku-cell[interactable] [1249,1996,1281,2027]
sudoku-cell[interactable] [1374,2027,1406,2059]
solution-cell: 5 [1441,2102,1453,2116]
sudoku-cell[interactable] [1406,1808,1437,1839]
solution-cell: 3 [1404,2102,1416,2116]
solution-cell: 9 [1379,2169,1392,2183]
poem-poet: –କାଳିନ୍ଦୀ ଚରଣ ପାଣିଗ୍ରାହୀ [122,180,244,194]
clean-air-headline: ଶିଶୁଙ୍କ ଗୁହାରି: ଶୁଦ୍ଧ ବାୟୁ ଟିକେ ପାଇଁ [426,1604,1062,1653]
solution-cell: 9 [1391,2102,1404,2116]
gorakhnath-right: ଅଧିକ ଆନନ୍ଦରେ ଅଛନ୍ତି । ସେ ଆଉ ରାଜପ୍ରାସାଦକୁ ଫେରିଯାଇନାହାନ୍ତି । ଆଜି ମଧ୍ୟ ଆମ ସମାଜରେ ମିଥ୍ୟା ଅଭିଯୋଗର ଘଟଣା ଘଟୁଛି । ଅଦାଲତରେ ଅନେକ ମାମଲା ମିଥ୍ୟା ପ୍ରମାଣିତ ହେଉଛି । ଏହା ନ୍ୟାୟ ବ୍ୟବସ୍ଥା ଉପରେ ଚାପ ସୃଷ୍ଟି କରୁଛି । ପୁରାଣ କାହାଣୀଗୁଡ଼ିକ ଏଭଳି ସମସ୍ୟାର ପ୍ରାଚୀନତାକୁ ଦର୍ଶାଏ । ମହାଭାରତ ଓ ରାମାୟଣରେ ମଧ୍ୟ ଏପରି ଉଦାହରଣ ଅଛି । ମଣିଷ ମନର ଜଟିଳତା ଯୁଗ ଯୁଗ ଧରି ସମାନ ରହିଆସିଛି । [748,1147,1144,1247]
solution-cell: 6 [1367,2209,1379,2223]
black-register-mark [758,2311,772,2325]
sudoku-byline: Puzzles by Srikant Ghosh [1173,1751,1288,1762]
solution-cell: 4 [1416,2102,1429,2116]
solution-cell: 3 [1441,2116,1453,2129]
sudoku-cell[interactable] [1437,2027,1469,2059]
clean-air-left: ଏବେ ଗୁହାରି କରିଛନ୍ତି ଦିଲ୍ଲୀର ଶିଶୁମାନେ । ବାୟୁ ପ୍ରଦୂଷଣ ଯୋଗୁଁ ସେମାନଙ୍କ ସ୍ୱାସ୍ଥ୍ୟ ବିପନ୍ନ ହେଉଛି । ଦିଲ୍ଲୀ, ଉତ୍ତରପ୍ରଦେଶ ଓ ହରିୟାଣାର ସାତ ଜଣ ଶିଶୁ ସୁପ୍ରିମକୋର୍ଟରେ ଏକ ଆବେଦନ ଦାଖଲ କରିଛନ୍ତି । ସେମାନଙ୍କ କହିବା ହେଉଛି ଶୁଦ୍ଧ ବାୟୁ ପାଇବା ସେମାନଙ୍କ ମୌଳିକ ଅଧିକାର । ଏହି ଶିଶୁମାନଙ୍କ ବୟସ ୬ ରୁ ୧୪ ବର୍ଷ ମଧ୍ୟରେ । ସେମାନେ ଅଭିଯୋଗ କରିଛନ୍ତି ଯେ ପ୍ରଦୂଷଣ କାରଣରୁ ସେମାନେ ବାହାରେ ଖେଳି ପାରୁନାହାନ୍ତି ଏବଂ ଶ୍ୱାସରୋଗରେ ପୀଡ଼ିତ ହେଉଛନ୍ତି । ପ୍ରତି ବର୍ଷ ଶୀତଋତୁରେ ଦିଲ୍ଲୀ ଗ୍ୟାସ ଚାମ୍ବରରେ ପରିଣତ ହୁଏ । ବିଶ୍ୱ ସ୍ୱାସ୍ଥ୍ୟ ସଂଗଠନ ଅନୁସାରେ ଦିଲ୍ଲୀ ବିଶ୍ୱର ସବୁଠାରୁ ପ୍ରଦୂଷିତ ସହର ମଧ୍ୟରୁ ଗୋଟିଏ । ପାରାଲି ଜଳାଇବା, ଯାନବାହନ ଧୂଆଁ, ନିର୍ମାଣ କାର୍ଯ୍ୟର ଧୂଳି ଓ ଶିଳ୍ପ ଧୂଆଁ ଏହାର ମୁଖ୍ୟ କାରଣ । ଶିଶୁମାନଙ୍କ ଫୁସଫୁସ ବିକଶିତ ହେଉଥିବାରୁ ସେମାନେ ଅଧିକ ପ୍ରଭାବିତ ହୁଅନ୍ତି । ଗବେଷଣାରୁ ଜଣାପଡ଼ିଛି ଯେ ଦିଲ୍ଲୀର ପ୍ରତି ତିନି ଶିଶୁରେ ଜଣେ ଫୁସଫୁସ ସମସ୍ୟାରେ ପୀଡ଼ିତ । ଏହା ଏକ ଗମ୍ଭୀର ସ୍ୱାସ୍ଥ୍ୟ ସଙ୍କଟ । ସ୍କୁଲଗୁଡ଼ିକ ବାରମ୍ବାର ବନ୍ଦ କରିବାକୁ ପଡ଼ୁଛି । ଜାତୀୟ ସ୍ୱଚ୍ଛ ବାୟୁ କାର୍ଯ୍ୟକ୍ରମ ଅଧୀନରେ ୧୦୨ଟି ସହରରେ ପ୍ରଦୂଷଣ ହ୍ରାସ ଲକ୍ଷ୍ୟ ରଖାଯାଇଛି । କିନ୍ତୁ ଏହାର କାର୍ଯ୍ୟକାରିତା ଉପରେ ପ୍ରଶ୍ନ ଉଠୁଛି । କେବଳ ଦିଲ୍ଲୀ ନୁହେଁ, ଦେଶର ଅନେକ ସହରରେ ବାୟୁର ଗୁଣବତ୍ତା ଖରାପ ଅଛି । [12,1598,332,1937]
solution-cell: 9 [1367,2129,1379,2143]
poem-line: ମନେ ନାହିଁ [72,67,120,82]
letter1-author: -ଦେବାଶିଷ ମିଶ୍ର, ଶ୍ରୀରାମନଗର, ଜଗତସିଂହପୁର [1180,888,1405,902]
sudoku-cell[interactable]: 2 [1249,2027,1281,2059]
chirantani-box [10,8,330,204]
district-headline: ରୋଜଗାର ନିଶା [83,296,257,331]
solution-cell: 6 [1354,2102,1367,2116]
solution-cell: 7 [1367,2169,1379,2183]
sudoku-cell[interactable] [1280,2027,1312,2059]
sudoku-cell[interactable] [1312,1839,1343,1871]
sudoku-cell[interactable]: 9 [1437,1870,1469,1902]
solution-cell: 2 [1441,2169,1453,2183]
sudoku-cell[interactable] [1218,1933,1249,1965]
district-dropcap: ରୋ [12,340,75,389]
